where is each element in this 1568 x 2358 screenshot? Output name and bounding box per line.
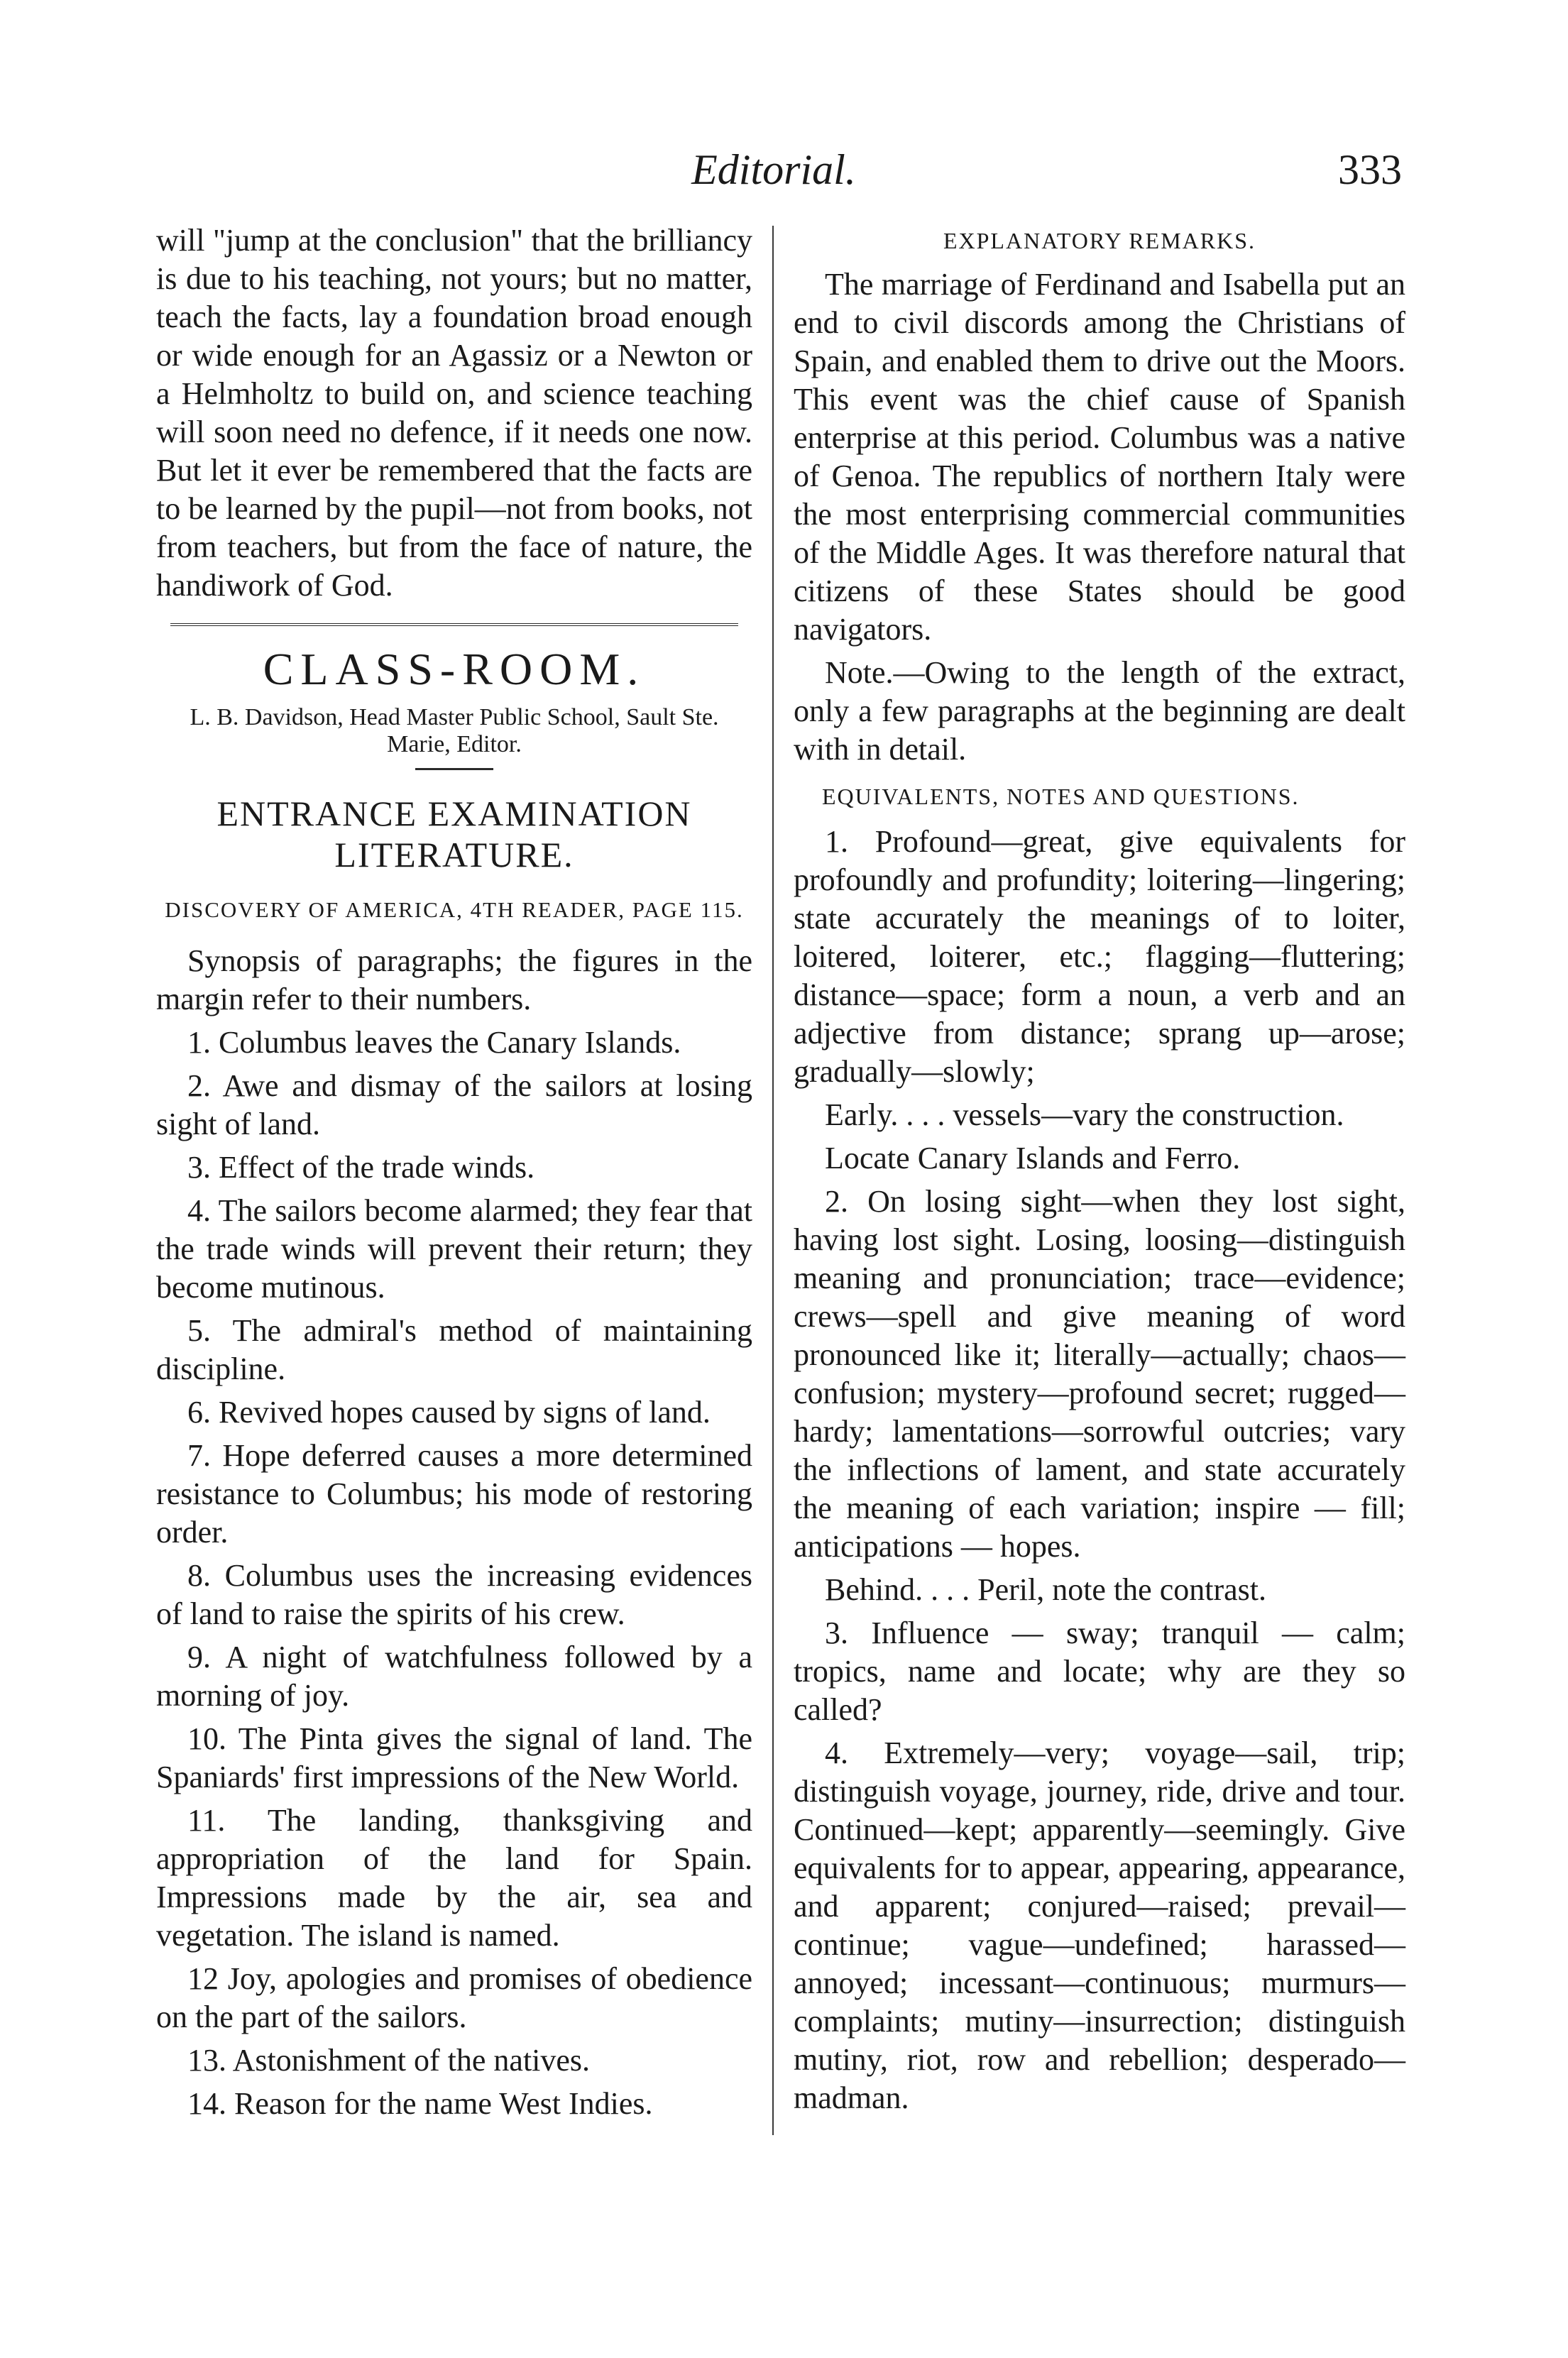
note-item: Early. . . . vessels—vary the construction. [825, 1097, 1344, 1132]
note-item: 4. Extremely—very; voyage—sail, trip; distinguish voyage, journey, ride, drive and tour. Continued—kept; apparently—seemingly. Give equivalents for to appear, appearing, appearance, and apparent; conjured—raised; prevail—continue; vague—undefined; harassed—annoyed; incessant—continuous; murmurs—complaints; mutiny—insurrection; distinguish mutiny, riot, row and rebellion; desperado—madman. [794, 1735, 1405, 2115]
running-title: Editorial. [691, 146, 856, 193]
synopsis-item: 12 Joy, apologies and promises of obedience on the part of the sailors. [156, 1961, 752, 2034]
synopsis-item: 2. Awe and dismay of the sailors at losing sight of land. [156, 1068, 752, 1141]
intro-paragraph: will "jump at the conclusion" that the brilliancy is due to his teaching, not yours; but no matter, teach the facts, lay a foundation broad enough or wide enough for an Agassiz or a Newton or a Helmholtz to build on, and science teaching will soon need no defence, if it needs one now. But let it ever be remembered that the facts are to be learned by the pupil—not from books, not from teachers, but from the face of nature, the handiwork of God. [156, 223, 752, 603]
notes-list [794, 823, 1405, 2117]
synopsis-list [156, 1024, 752, 2123]
synopsis-item: 4. The sailors become alarmed; they fear that the trade winds will prevent their return; they become mutinous. [156, 1193, 752, 1305]
exam-heading: ENTRANCE EXAMINATION LITERATURE. [216, 794, 692, 874]
synopsis-item: 7. Hope deferred causes a more determined resistance to Columbus; his mode of restoring order. [156, 1438, 752, 1550]
explanatory-text: The marriage of Ferdinand and Isabella put an end to civil discords among the Christians of Spain, and enabled them to drive out the Moors. This event was the chief cause of Spanish enterprise at this period. Columbus was a native of Genoa. The republics of northern Italy were the most enterprising commercial communities of the Middle Ages. It was therefore natural that citizens of these States should be good navigators. [794, 267, 1405, 647]
note-text: Note.—Owing to the length of the extract, only a few paragraphs at the beginning are dealt with in detail. [794, 655, 1405, 767]
note-item: 3. Influence — sway; tranquil — calm; tropics, name and locate; why are they so called? [794, 1616, 1405, 1727]
left-column [156, 221, 752, 2128]
short-divider [415, 768, 493, 770]
note-item: 1. Profound—great, give equivalents for profoundly and profundity; loitering—lingering; state accurately the meanings of to loiter, loitered, loiterer, etc.; flagging—fluttering; distance—space; form a noun, a verb and an adjective from distance; sprang up—arose; gradually—slowly; [794, 824, 1405, 1089]
lesson-heading: DISCOVERY OF AMERICA, 4TH READER, PAGE 115. [165, 897, 744, 922]
section-title: CLASS-ROOM. [263, 644, 646, 694]
explanatory-heading: EXPLANATORY REMARKS. [943, 228, 1256, 253]
synopsis-item: 10. The Pinta gives the signal of land. The Spaniards' first impressions of the New World. [156, 1721, 752, 1794]
equivalents-heading: EQUIVALENTS, NOTES AND QUESTIONS. [822, 784, 1300, 809]
note-item: Behind. . . . Peril, note the contrast. [825, 1572, 1266, 1607]
editor-line: L. B. Davidson, Head Master Public School, Sault Ste. Marie, Editor. [190, 704, 719, 757]
synopsis-item: 6. Revived hopes caused by signs of land. [187, 1395, 711, 1430]
synopsis-item: 14. Reason for the name West Indies. [187, 2086, 653, 2121]
note-item: Locate Canary Islands and Ferro. [825, 1141, 1241, 1175]
synopsis-item: 13. Astonishment of the natives. [187, 2043, 591, 2078]
synopsis-item: 9. A night of watchfulness followed by a morning of joy. [156, 1640, 752, 1713]
synopsis-item: 3. Effect of the trade winds. [187, 1150, 535, 1185]
synopsis-intro: Synopsis of paragraphs; the figures in the margin refer to their numbers. [156, 943, 752, 1016]
page-number: 333 [1338, 146, 1402, 193]
synopsis-item: 8. Columbus uses the increasing evidences of land to raise the spirits of his crew. [156, 1558, 752, 1631]
section-divider [170, 623, 738, 626]
column-divider [772, 226, 774, 2135]
synopsis-item: 11. The landing, thanksgiving and appropriation of the land for Spain. Impressions made by the air, sea and vegetation. The island is named. [156, 1803, 752, 1953]
note-item: 2. On losing sight—when they lost sight, having lost sight. Losing, loosing—distinguish meaning and pronunciation; trace—evidence; crews—spell and give meaning of word pronounced like it; literally—actually; chaos—confusion; mystery—profound secret; rugged—hardy; lamentations—sorrowful outcries; vary the inflections of lament, and state accurately the meaning of each variation; inspire — fill; anticipations — hopes. [794, 1184, 1405, 1564]
right-column [794, 221, 1405, 2122]
synopsis-item: 1. Columbus leaves the Canary Islands. [187, 1025, 681, 1060]
synopsis-item: 5. The admiral's method of maintaining discipline. [156, 1313, 752, 1386]
